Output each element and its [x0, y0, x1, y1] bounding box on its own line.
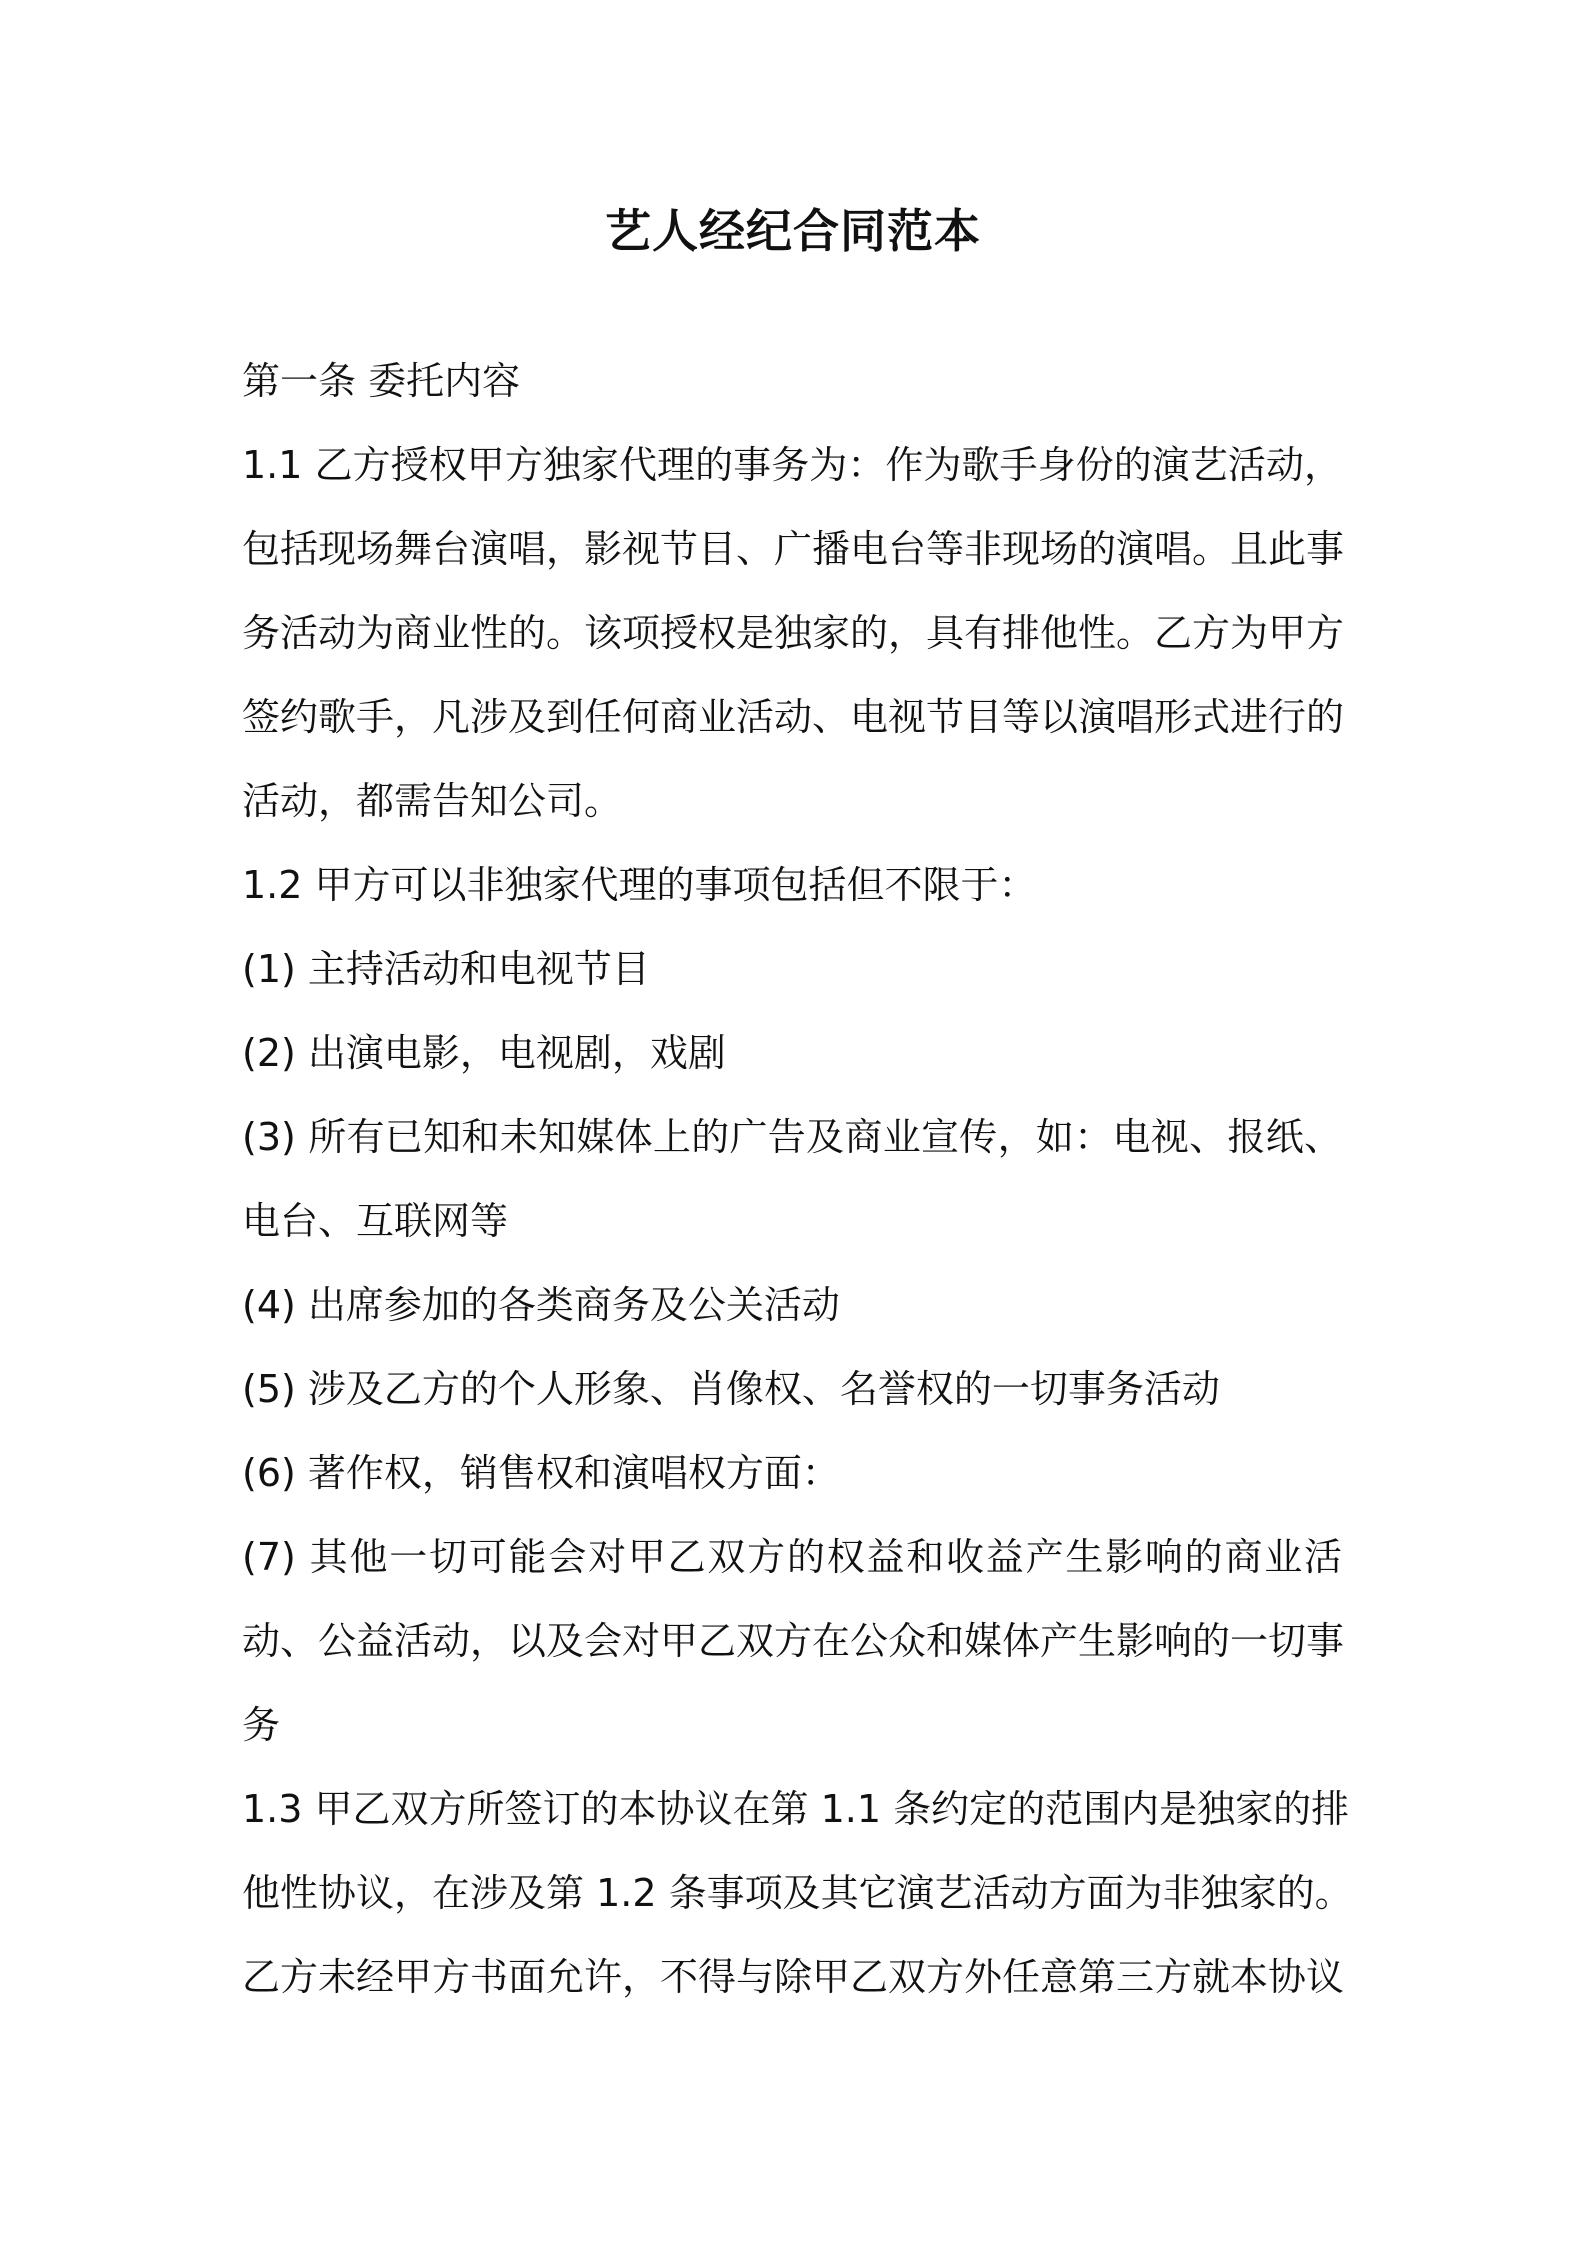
- text-line: 他性协议，在涉及第 1.2 条事项及其它演艺活动方面为非独家的。: [242, 1871, 1353, 1915]
- text-line: 包括现场舞台演唱，影视节目、广播电台等非现场的演唱。且此事: [242, 527, 1345, 571]
- text-line: (2) 出演电影，电视剧，戏剧: [242, 1031, 726, 1075]
- text-line: 电台、互联网等: [242, 1199, 509, 1243]
- text-line: (7) 其他一切可能会对甲乙双方的权益和收益产生影响的商业活: [242, 1535, 1342, 1579]
- text-line: 第一条 委托内容: [242, 359, 521, 403]
- text-line: 1.1 乙方授权甲方独家代理的事务为：作为歌手身份的演艺活动，: [242, 443, 1342, 487]
- text-line: (4) 出席参加的各类商务及公关活动: [242, 1283, 840, 1327]
- document-title: 艺人经纪合同范本: [605, 204, 981, 258]
- text-line: 务活动为商业性的。该项授权是独家的，具有排他性。乙方为甲方: [242, 611, 1345, 655]
- document-body: [242, 339, 1353, 2019]
- text-line: 务: [242, 1703, 281, 1747]
- text-line: 乙方未经甲方书面允许，不得与除甲乙双方外任意第三方就本协议: [242, 1955, 1345, 1999]
- text-line: (1) 主持活动和电视节目: [242, 947, 650, 991]
- text-line: 活动，都需告知公司。: [242, 779, 623, 823]
- text-line: 1.2 甲方可以非独家代理的事项包括但不限于：: [242, 863, 1037, 907]
- text-line: 签约歌手，凡涉及到任何商业活动、电视节目等以演唱形式进行的: [242, 695, 1345, 739]
- text-line: (6) 著作权，销售权和演唱权方面：: [242, 1451, 840, 1495]
- text-line: (5) 涉及乙方的个人形象、肖像权、名誉权的一切事务活动: [242, 1367, 1220, 1411]
- text-line: 1.3 甲乙双方所签订的本协议在第 1.1 条约定的范围内是独家的排: [242, 1787, 1350, 1831]
- text-line: 动、公益活动，以及会对甲乙双方在公众和媒体产生影响的一切事: [242, 1619, 1345, 1663]
- text-line: (3) 所有已知和未知媒体上的广告及商业宣传，如：电视、报纸、: [242, 1115, 1342, 1159]
